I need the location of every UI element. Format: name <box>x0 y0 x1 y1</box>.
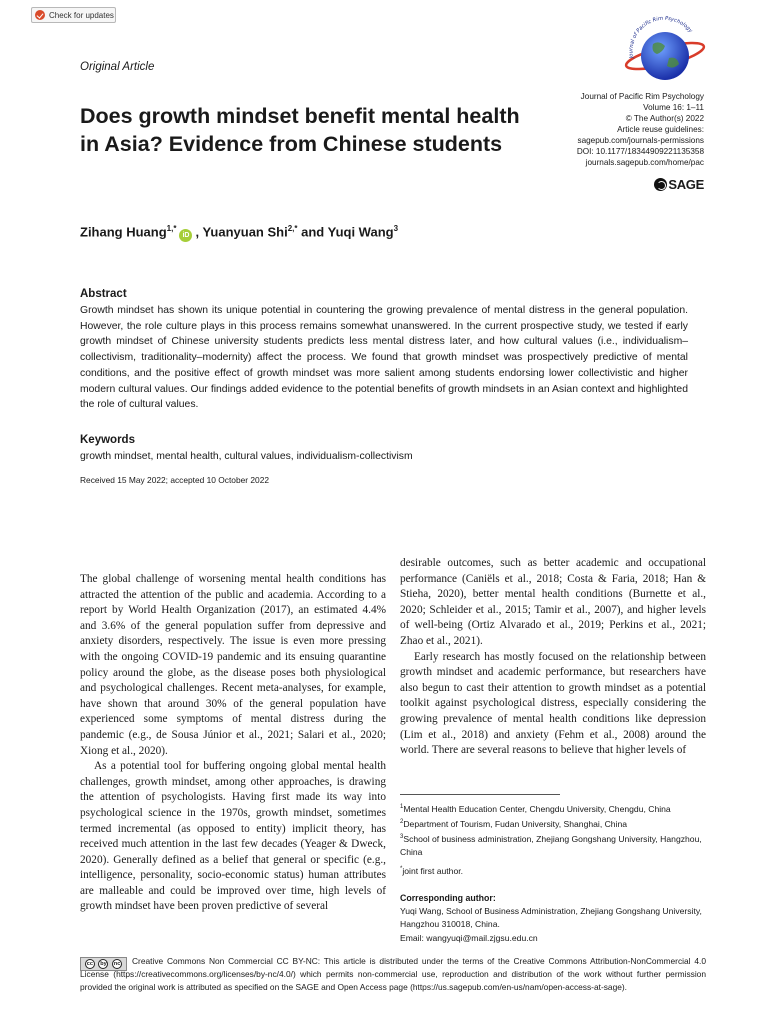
cc-icon: cc <box>86 961 93 967</box>
license-text: Creative Commons Non Commercial CC BY-NC: This article is distributed under the terms of the Creative Commons Attribution-NonCommercial 4.0 License (https://creativecommons.org/licenses/by-nc/4.0/) which permits non-commercial use, reproduction and distribution of the work without further permission provided the original work is attributed as specified on the SAGE and Open Access page (https://us.sagepub.com/en-us/nam/open-access-at-sage). <box>80 956 706 992</box>
body-column-left <box>80 572 386 915</box>
author-name: Zihang Huang <box>80 224 167 240</box>
body-paragraph: As a potential tool for buffering ongoing global mental health challenges, growth mindset, among other approaches, is drawing the attention of psychologists. Having first made its way into psychological science in the 1970s, growth mindset, sometimes termed incremental (as opposed to entity) implicit theory, has received much attention in the last few decades (Yeager & Dweck, 2020). Generally defined as a belief that general or specific (e.g., intelligence, personality, socio-economic status) human attributes are malleable and could be improved over time, high levels of growth mindset have been proven predictive of several <box>80 760 386 913</box>
author-list: Zihang Huang$^{1,*}$iD , Yuanyuan Shi$^{2,*}$ and Yuqi Wang$^3$ <box>80 224 398 242</box>
permissions-link[interactable]: sagepub.com/journals-permissions <box>577 136 704 145</box>
body-column-right <box>400 556 706 759</box>
body-paragraph: The global challenge of worsening mental health conditions has attracted the attention of the public and academia. According to a report by World Health Organization (2017), an estimated 4.4% and 3.6% of the general population suffer from depressive and anxiety disorders, respectively. The issue is even more pressing with the ongoing COVID-19 pandemic and its ensuing quarantine policy around the globe, as the disease poses both physiological and psychological challenges. Recent meta-analyses, for example, have shown that around 30% of the general population have experienced some symptoms of mental distress during the pandemic (e.g., de Sousa Júnior et al., 2021; Salari et al., 2020; Xiong et al., 2020). <box>80 573 386 757</box>
nc-icon: nc <box>113 961 121 967</box>
affiliations <box>400 801 706 860</box>
copyright: © The Author(s) 2022 <box>625 114 704 123</box>
journal-volume: Volume 16: 1–11 <box>643 103 704 112</box>
sage-logo <box>654 177 704 192</box>
body-paragraph: desirable outcomes, such as better academic and occupational performance (Caniëls et al., 2018; Costa & Faria, 2018; Han & Stieha, 2020), better mental health conditions (Burnette et al., 2020; Schleider et al., 2015; Tamir et al., 2007), and higher levels of well-being (Ortiz Alvarado et al., 2019; Perkins et al., 2021; Zhao et al., 2021). <box>400 557 706 647</box>
abstract-text: Growth mindset has shown its unique potential in countering the growing prevalence of mental distress in the general population. However, the role culture plays in this process remains somewhat unanswered. In the current prospective study, we tested if early growth mindset of Chinese university students predicts less mental distress later, and how cultural values (i.e., individualism–collectivism, traditionality–modernity) affect the process. We found that growth mindset was prospectively predictive of mental conditions, and the positive effect of growth mindset was more salient among students endorsing lower collectivistic and higher modern cultural values. Our findings added evidence to the potential benefits of growth mindsets in an Asian context and highlighted the role of cultural values. <box>80 305 688 411</box>
author-name: Yuanyuan Shi <box>202 224 288 240</box>
footnote-divider <box>400 794 560 795</box>
corresponding-email[interactable]: Email: wangyuqi@mail.zjgsu.edu.cn <box>400 932 538 943</box>
check-icon <box>35 10 45 20</box>
corresponding-author-heading: Corresponding author: <box>400 893 496 903</box>
author-affiliation-sup: 1,* <box>166 224 177 233</box>
affiliation-item: $^3$School of business administration, Zhejiang Gongshang University, Hangzhou, China <box>400 834 702 858</box>
affiliation-item: $^2$Department of Tourism, Fudan University, Shanghai, China <box>400 819 628 830</box>
author-name: Yuqi Wang <box>327 224 394 240</box>
author-affiliation-sup: 3 <box>393 224 399 233</box>
journal-logo-icon <box>619 14 709 84</box>
received-dates: Received 15 May 2022; accepted 10 October 2022 <box>80 475 270 485</box>
check-for-updates-label: Check for updates <box>49 10 114 20</box>
abstract-heading: Abstract <box>80 288 127 300</box>
check-for-updates-button[interactable] <box>31 7 116 23</box>
journal-home-link[interactable]: journals.sagepub.com/home/pac <box>585 158 704 167</box>
keywords-heading: Keywords <box>80 434 135 446</box>
logo-arc-text: Journal of Pacific Rim Psychology <box>628 15 694 59</box>
article-title: Does growth mindset benefit mental health in Asia? Evidence from Chinese students <box>80 104 520 156</box>
sage-wordmark: SAGE <box>668 177 704 192</box>
author-affiliation-sup: 2,* <box>287 224 298 233</box>
sage-circle-icon <box>654 178 667 191</box>
reuse-guidelines: Article reuse guidelines: <box>617 125 704 134</box>
article-type: Original Article <box>80 61 155 73</box>
corresponding-address: Yuqi Wang, School of Business Administration, Zhejiang Gongshang University, Hangzhou 310018, China. <box>400 906 702 930</box>
journal-name: Journal of Pacific Rim Psychology <box>580 92 704 101</box>
affiliation-item: $^1$Mental Health Education Center, Chengdu University, Chengdu, China <box>400 803 671 814</box>
keywords-text: growth mindset, mental health, cultural values, individualism-collectivism <box>80 451 413 462</box>
doi[interactable]: DOI: 10.1177/18344909221135358 <box>576 147 704 156</box>
body-paragraph: Early research has mostly focused on the relationship between growth mindset and academic performance, but researchers have also begun to cast their attention to growth mindset as a potential toolkit against psychological distress, especially considering the growing prevalence of mental health conditions like depression (Lim et al., 2018) and anxiety (Fehm et al., 2008) around the world. There are several reasons to believe that higher levels of <box>400 650 706 757</box>
joint-author-note: *joint first author. <box>400 866 464 876</box>
corresponding-author-details <box>400 905 706 945</box>
orcid-icon[interactable]: iD <box>179 229 192 242</box>
by-icon: by <box>100 961 107 967</box>
